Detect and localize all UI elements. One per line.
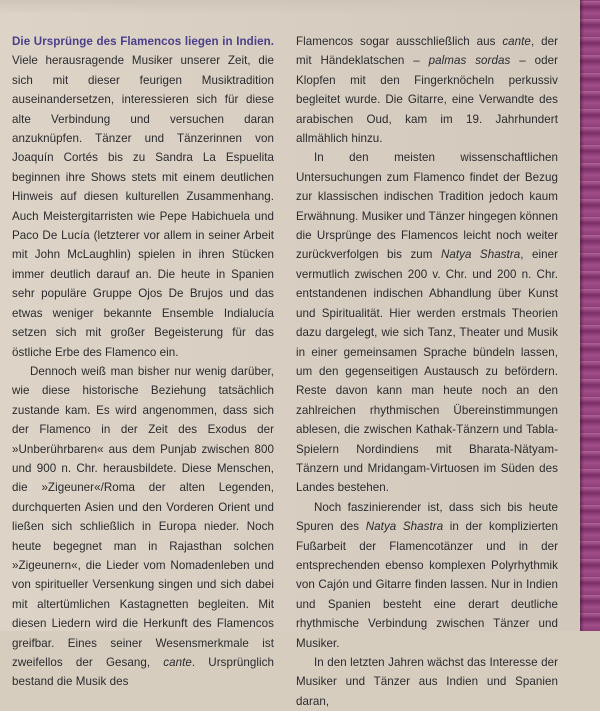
right-p2-part-a: In den meisten wissenschaftlichen Untersuchungen zum Flamenco findet der Bezug zur klassischen indischen Tradition jedoch kaum Erwähnung. Musiker und Tänzer hingegen können die Ursprünge des Flamencos leicht noch weiter zurückverfolgen bis zum <box>296 151 558 262</box>
right-p1-part-b: , der mit Händeklatschen – <box>296 35 559 68</box>
right-paragraph-3 <box>296 498 558 653</box>
left-paragraph-1 <box>12 32 274 362</box>
right-p2-part-b: , einer vermutlich zwischen 200 v. Chr. und 200 n. Chr. entstandenen indischen Abhandlung über Kunst und Spiritualität. Hier werden erstmals Theorien dazu dargelegt, wie sich Tanz, Theater und Musik in einer gemeinsamen Sprache bündeln lassen, um den gegenseitigen Austausch zu befördern. Reste davon kann man heute noch an den zahlreichen rhythmischen Übereinstimmungen ablesen, die zwischen Kathak-Tänzern und Tabla-Spielern Nordindiens mit Bharata-Nätyam-Tänzern und Mridangam-Virtuosen im Süden des Landes bestehen. <box>296 248 558 495</box>
left-paragraph-2-text: Dennoch weiß man bisher nur wenig darüber, wie diese historische Beziehung tatsächlich zustande kam. Es wird angenommen, dass sich der Flamenco in der Zeit des Exodus der »Unberührbaren« aus dem Punjab zwischen 800 und 900 n. Chr. herausbildete. Diese Menschen, die »Zigeuner«/Roma der alten Legenden, durchquerten Asien und den Vorderen Orient und ließen sich schließlich in Europa nieder. Noch heute begegnet man in Rajasthan solchen »Zigeunern«, die Lieder vom Nomadenleben und von spiritueller Versenkung singen und sich dabei mit altertümlichen Kastagnetten begleiten. Mit diesen Liedern wird die Herkunft des Flamencos greifbar. Eines seiner Wesensmerkmale ist zweifellos der Gesang, <box>12 364 274 669</box>
left-column <box>12 32 274 692</box>
section-heading: Die Ursprünge des Flamencos liegen in Indien. <box>12 35 274 48</box>
right-paragraph-1 <box>296 32 558 148</box>
left-paragraph-2 <box>12 362 274 692</box>
right-p1-part-a: Flamencos sogar ausschließlich aus <box>296 35 503 48</box>
left-paragraph-2-tail: . Ursprünglich bestand die Musik des <box>12 656 274 689</box>
right-paragraph-2 <box>296 148 558 497</box>
right-p3-part-b: in der komplizierten Fußarbeit der Flamencotänzer und in der entsprechenden ebenso komplexen Polyrhythmik von Cajón und Gitarre finden lassen. Nur in Indien und Spanien besteht eine derart deutliche rhythmische Verbindung zwischen Tänzer und Musiker. <box>296 520 558 650</box>
right-paragraph-4 <box>296 653 558 711</box>
left-paragraph-2-italic: cante <box>163 656 192 669</box>
right-p4-text: In den letzten Jahren wächst das Interesse der Musiker und Tänzer aus Indien und Spanien daran, <box>296 656 558 708</box>
right-column <box>296 32 558 711</box>
right-p3-natya-shastra: Natya Shastra <box>365 520 444 534</box>
page-top-shadow <box>0 0 580 14</box>
right-p1-cante: cante <box>502 35 531 48</box>
right-p3-part-a: Noch faszinierender ist, dass sich bis heute Spuren des <box>296 500 558 534</box>
right-p1-palmas-sordas: palmas sordas <box>428 54 511 68</box>
right-p1-part-c: – oder Klopfen mit den Fingerknöcheln perkussiv begleitet wurde. Die Gitarre, eine Verwandte des arabischen Oud, kam im 19. Jahrhundert allmählich hinzu. <box>296 54 559 146</box>
purple-page-edge <box>580 0 600 631</box>
left-paragraph-1-text: Viele herausragende Musiker unserer Zeit, die sich mit dieser feurigen Musiktradition auseinandersetzen, interessieren sich für diese alte Verbindung und versuchen daran anzuknüpfen. Tänzer und Tänzerinnen von Joaquín Cortés bis zu Sandra La Espuelita beginnen ihre Shows stets mit einem deutlichen Hinweis auf diesen kulturellen Zusammenhang. Auch Meistergitarristen wie Pepe Habichuela und Paco De Lucía (letzterer vor allem in seiner Arbeit mit John McLaughlin) spielen in ihren Stücken immer deutlich darauf an. Die heute in Spanien sehr populäre Gruppe Ojos De Brujos und das etwas weniger bekannte Ensemble Indialucía setzen sich mit großer Begeisterung für das östliche Erbe des Flamenco ein. <box>12 54 274 359</box>
right-p2-natya-shastra: Natya Shastra <box>440 248 521 262</box>
